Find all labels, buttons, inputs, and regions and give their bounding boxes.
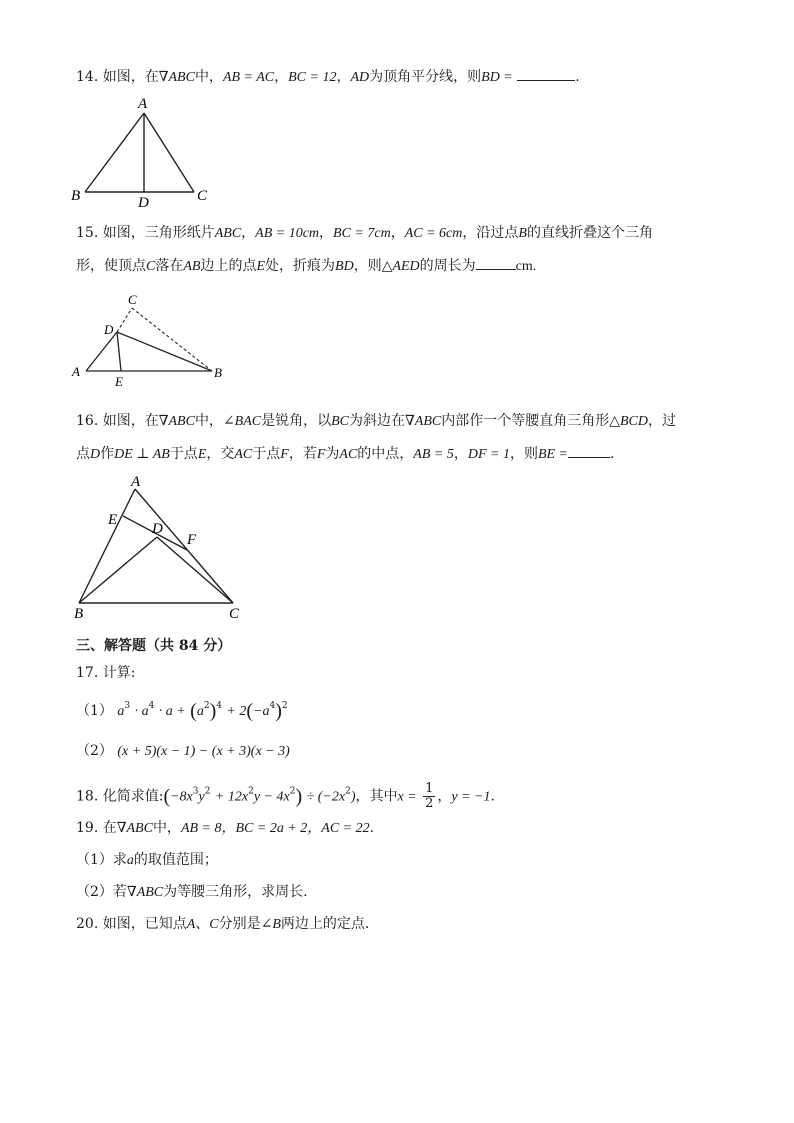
answer-blank[interactable] [568, 443, 610, 458]
segment-de [117, 332, 121, 371]
segment-ad [86, 332, 117, 371]
q19-number: 19. [76, 820, 99, 836]
segment-ac [144, 113, 194, 192]
segment-ac [135, 489, 233, 603]
segment-bd [79, 537, 157, 603]
question-20: 20. 如图，已知点A、C分别是∠B两边上的定点. [76, 916, 370, 932]
label-c: C [197, 188, 208, 204]
segment-ab [79, 489, 135, 603]
question-16-line-2: 点D作DE ⊥ AB于点E，交AC于点F，若F为AC的中点，AB = 5，DF = 1，则BE = . [76, 443, 614, 465]
fraction-one-half: $\frac{1}{2}$ [425, 781, 434, 811]
label-d: D [152, 521, 163, 537]
q17-number: 17. [76, 665, 99, 681]
q14-figure [66, 94, 226, 211]
label-c: C [128, 292, 137, 307]
label-b: B [74, 606, 84, 622]
answer-blank[interactable] [476, 255, 516, 270]
question-19: 19. 在∇ABC中，AB = 8，BC = 2a + 2，AC = 22. [76, 820, 375, 836]
q16-figure [66, 472, 256, 622]
label-b: B [214, 365, 222, 380]
label-c: C [229, 606, 240, 622]
question-16-line-1: 16. 如图，在∇ABC中，∠BAC是锐角，以BC为斜边在∇ABC内部作一个等腰直角三角形△BCD，过 [76, 413, 676, 429]
question-15-line-2: 形，使顶点C落在AB边上的点E处，折痕为BD，则△AED的周长为 cm. [76, 255, 536, 277]
label-a: A [72, 364, 80, 379]
q15-figure [66, 292, 236, 392]
q18-number: 18. [76, 788, 99, 805]
q19-part-1: （1）求a的取值范围； [76, 852, 218, 868]
answer-blank[interactable] [517, 66, 575, 81]
label-b: B [71, 188, 81, 204]
q15-number: 15. [76, 225, 99, 241]
label-f: F [187, 532, 197, 548]
section-title: 三、解答题（共 84 分） [76, 638, 232, 654]
segment-cb-dashed [132, 308, 212, 371]
q17-part-2: （2） (x + 5)(x − 1) − (x + 3)(x − 3) [76, 743, 290, 759]
q20-number: 20. [76, 916, 99, 932]
label-e: E [108, 512, 118, 528]
label-d: D [138, 195, 149, 211]
q16-number: 16. [76, 413, 99, 429]
label-d: D [104, 322, 114, 337]
question-17: 17. 计算: [76, 665, 136, 681]
segment-ab [85, 113, 144, 192]
label-a: A [138, 96, 148, 112]
label-a: A [131, 474, 141, 490]
question-15-line-1: 15. 如图，三角形纸片ABC，AB = 10cm，BC = 7cm，AC = 6cm，沿过点B的直线折叠这个三角 [76, 225, 653, 241]
segment-db [117, 332, 212, 371]
question-18: 18. 化简求值$:(-8x^3y^2 + 12x^2y - 4x^2) \div (-2x^2)$，其中x = $\frac{1}{2}$ ，y = −1. [76, 781, 495, 811]
segment-dc-dashed [117, 308, 132, 332]
q14-number: 14. [76, 69, 99, 85]
label-e: E [115, 374, 123, 389]
q19-part-2: （2）若∇ABC为等腰三角形，求周长. [76, 884, 308, 900]
question-14: 14. 如图，在∇ABC中，AB = AC，BC = 12，AD为顶角平分线，则BD = . [76, 66, 580, 88]
q17-part-1: （1） $a^3 \cdot a^4 \cdot a + (a^2)^4 + 2(-a^4)^2$ [76, 700, 288, 722]
